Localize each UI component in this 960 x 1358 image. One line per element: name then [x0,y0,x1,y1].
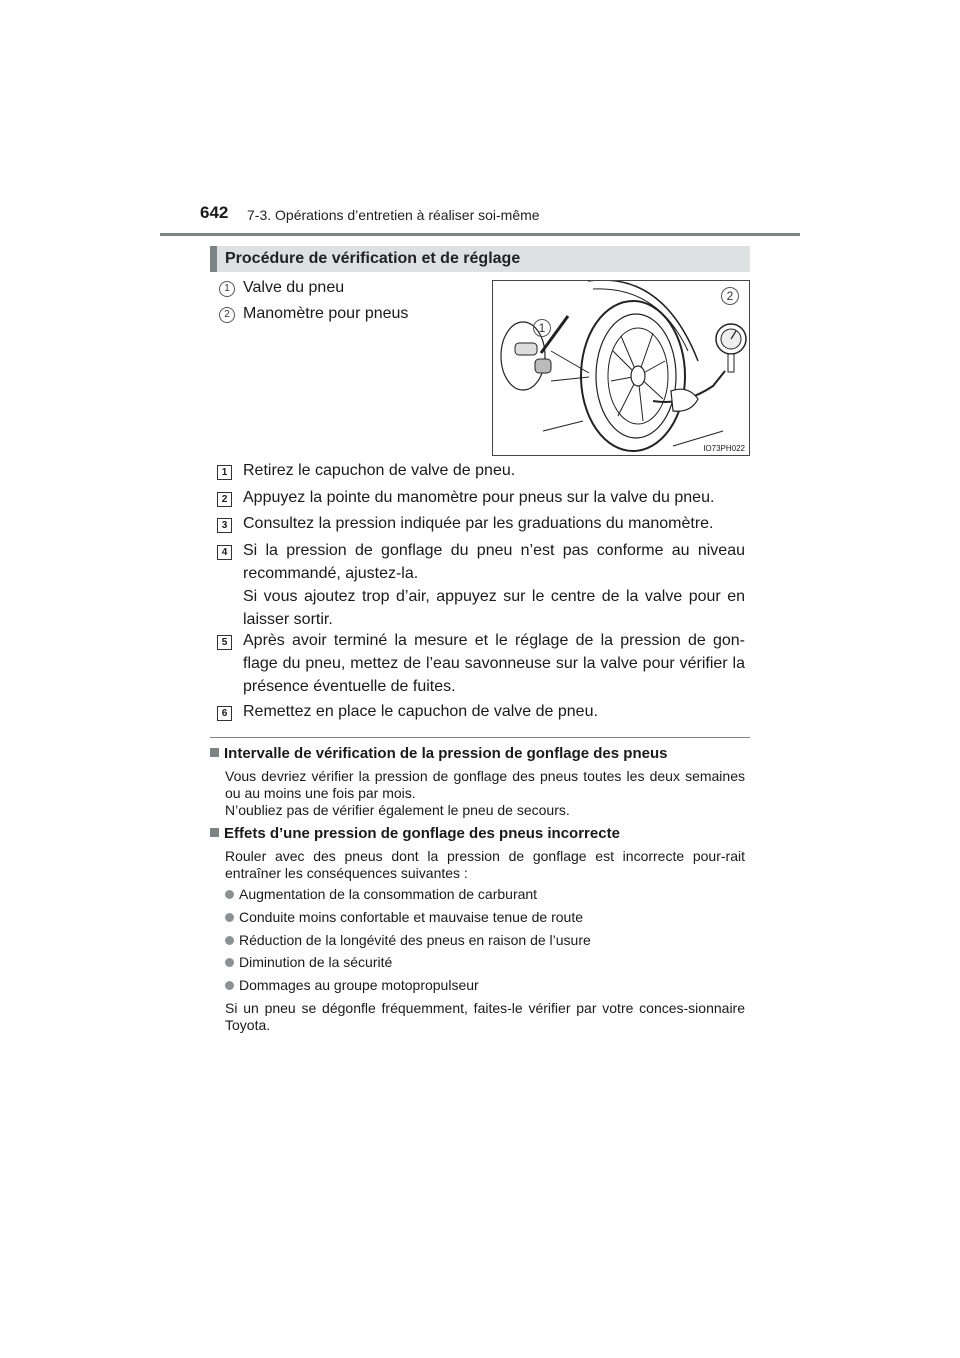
figure-callout-1: 1 [533,319,551,337]
step-text-4b: Si vous ajoutez trop d’air, appuyez sur le centre de la valve pour en laisser sortir. [243,588,745,628]
figure-callout-2: 2 [721,287,739,305]
bullet-text: Réduction de la longévité des pneus en raison de l’usure [239,932,591,948]
bullet-dot-icon [225,936,234,945]
header-rule [160,233,800,236]
legend-label-gauge: Manomètre pour pneus [243,305,409,322]
effects-heading [210,825,620,842]
step-text-2: Appuyez la pointe du manomètre pour pneus sur la valve du pneu. [243,489,715,506]
interval-heading [210,745,667,762]
step-num-5: 5 [217,635,232,650]
bullet-text: Diminution de la sécurité [239,954,393,970]
effects-outro: Si un pneu se dégonfle fréquemment, faites-le vérifier par votre conces-sionnaire Toyota. [225,1000,745,1033]
bullet-dot-icon [225,913,234,922]
square-bullet-icon [210,828,219,837]
step-text-1: Retirez le capuchon de valve de pneu. [243,462,516,479]
legend-num-2: 2 [219,307,235,323]
bullet-dot-icon [225,981,234,990]
list-item [225,954,392,970]
step-num-3: 3 [217,518,232,533]
bullet-text: Augmentation de la consommation de carburant [239,886,538,902]
legend-num-1: 1 [219,281,235,297]
interval-text: Vous devriez vérifier la pression de gonflage des pneus toutes les deux semaines ou au moins une fois par mois. [225,768,745,801]
figure-code: IO73PH022 [703,444,745,453]
interval-spare-text: N’oubliez pas de vérifier également le pneu de secours. [225,802,570,818]
tire-illustration [493,281,749,455]
list-item [225,909,583,925]
bullet-text: Conduite moins confortable et mauvaise tenue de route [239,909,583,925]
step-text-5: Après avoir terminé la mesure et le réglage de la pression de gon-flage du pneu, mettez de l’eau savonneuse sur la valve pour vérifier la présence éventuelle de fuites. [243,632,745,695]
section-title: Procédure de vérification et de réglage [210,246,750,272]
step-num-1: 1 [217,465,232,480]
chapter-title: 7-3. Opérations d’entretien à réaliser soi-même [247,207,540,223]
list-item [225,932,591,948]
step-text-4: Si la pression de gonflage du pneu n’est pas conforme au niveau recommandé, ajustez-la. [243,542,745,582]
step-text-6: Remettez en place le capuchon de valve de pneu. [243,703,598,720]
step-text-3: Consultez la pression indiquée par les graduations du manomètre. [243,515,714,532]
step-num-6: 6 [217,706,232,721]
legend-label-valve: Valve du pneu [243,279,345,296]
section-divider [210,737,750,738]
list-item [225,886,537,902]
bullet-dot-icon [225,958,234,967]
effects-heading-text: Effets d’une pression de gonflage des pneus incorrecte [224,825,620,842]
list-item [225,977,479,993]
page-number: 642 [200,203,229,222]
effects-intro: Rouler avec des pneus dont la pression de gonflage est incorrecte pour-rait entraîner les conséquences suivantes : [225,848,745,881]
bullet-text: Dommages au groupe motopropulseur [239,977,479,993]
tire-pressure-figure [492,280,750,456]
interval-heading-text: Intervalle de vérification de la pression de gonflage des pneus [224,745,668,762]
step-num-4: 4 [217,545,232,560]
bullet-dot-icon [225,890,234,899]
square-bullet-icon [210,748,219,757]
step-num-2: 2 [217,492,232,507]
